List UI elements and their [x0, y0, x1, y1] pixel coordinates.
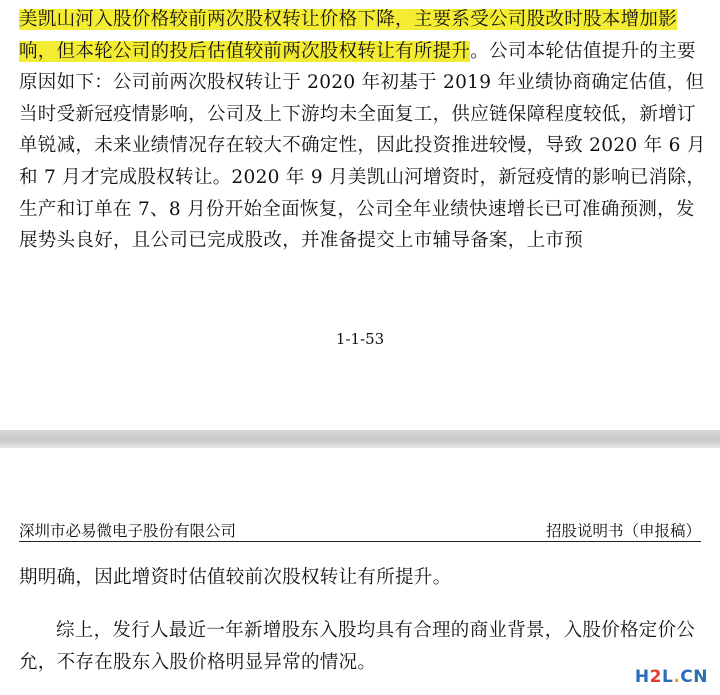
document-page-bottom	[0, 448, 720, 695]
paragraph-continuation: 期明确，因此增资时估值较前次股权转让有所提升。	[19, 567, 452, 588]
paragraph-conclusion: 综上，发行人最近一年新增股东入股均具有合理的商业背景，入股价格定价公允，不存在股东入股价格明显异常的情况。	[19, 620, 696, 673]
header-document-title: 招股说明书（申报稿）	[545, 522, 701, 540]
paragraph-valuation-reason	[19, 4, 709, 257]
header-rule	[19, 541, 701, 542]
highlighted-text: 美凯山河入股价格较前两次股权转让价格下降，主要系受公司股改时股本增加影响，但本轮公司的投后估值较前两次股权转让有所提升	[19, 9, 678, 62]
paragraph-body-text: 。公司本轮估值提升的主要原因如下：公司前两次股权转让于 2020 年初基于 2019 年业绩协商确定估值，但当时受新冠疫情影响，公司及上下游均未全面复工，供应链保障程度较低，新增订单锐减，未来业绩情况存在较大不确定性，因此投资推进较慢，导致 2020 年 6 月和 7 月才完成股权转让。2020 年 9 月美凯山河增资时，新冠疫情的影响已消除，生产和订单在 7、8 月份开始全面恢复，公司全年业绩快速增长已可准确预测，发展势头良好，且公司已完成股改，并准备提交上市辅导备案，上市预	[19, 40, 706, 252]
header-company-name: 深圳市必易微电子股份有限公司	[19, 522, 237, 540]
site-watermark-logo: H2L.CN	[634, 667, 708, 687]
page-divider	[0, 430, 720, 448]
page-number: 1-1-53	[335, 330, 385, 348]
